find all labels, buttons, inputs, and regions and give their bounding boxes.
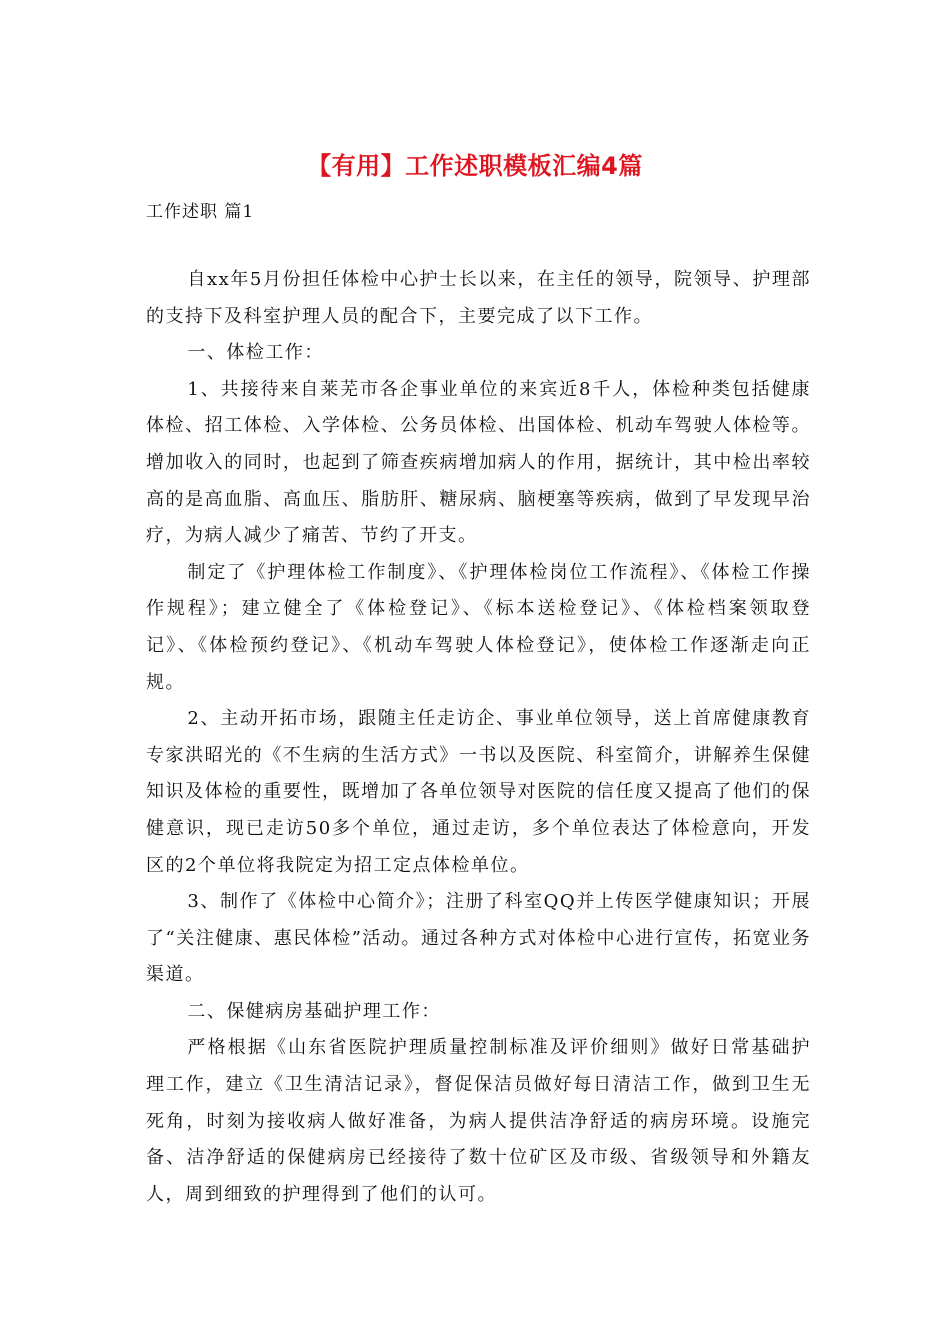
document-title: 【有用】工作述职模板汇编4篇	[307, 152, 643, 180]
paragraph: 自xx年5月份担任体检中心护士长以来，在主任的领导，院领导、护理部的支持下及科室护理人员的配合下，主要完成了以下工作。	[146, 269, 811, 327]
paragraph: 制定了《护理体检工作制度》、《护理体检岗位工作流程》、《体检工作操作规程》；建立健全了《体检登记》、《标本送检登记》、《体检档案领取登记》、《体检预约登记》、《机动车驾驶人体检登记》，使体检工作逐渐走向正规。	[146, 561, 811, 693]
paragraph: 一、体检工作：	[187, 342, 324, 364]
paragraph: 1、共接待来自莱芜市各企事业单位的来宾近8千人，体检种类包括健康体检、招工体检、入学体检、公务员体检、出国体检、机动车驾驶人体检等。增加收入的同时，也起到了筛查疾病增加病人的作用，据统计，其中检出率较高的是高血脂、高血压、脂肪肝、糖尿病、脑梗塞等疾病，做到了早发现早治疗，为病人减少了痛苦、节约了开支。	[146, 378, 811, 547]
paragraph: 3、制作了《体检中心简介》；注册了科室QQ并上传医学健康知识；开展了“关注健康、惠民体检”活动。通过各种方式对体检中心进行宣传，拓宽业务渠道。	[146, 891, 811, 986]
paragraph: 二、保健病房基础护理工作：	[187, 1000, 441, 1022]
paragraph: 严格根据《山东省医院护理质量控制标准及评价细则》做好日常基础护理工作，建立《卫生清洁记录》，督促保洁员做好每日清洁工作，做到卫生无死角，时刻为接收病人做好准备，为病人提供洁净舒适的病房环境。设施完备、洁净舒适的保健病房已经接待了数十位矿区及市级、省级领导和外籍友人，周到细致的护理得到了他们的认可。	[146, 1037, 811, 1205]
document-body	[146, 262, 811, 1213]
paragraph: 2、主动开拓市场，跟随主任走访企、事业单位领导，送上首席健康教育专家洪昭光的《不生病的生活方式》一书以及医院、科室简介，讲解养生保健知识及体检的重要性，既增加了各单位领导对医院的信任度又提高了他们的保健意识，现已走访50多个单位，通过走访，多个单位表达了体检意向，开发区的2个单位将我院定为招工定点体检单位。	[146, 708, 811, 876]
section-heading: 工作述职 篇1	[146, 202, 255, 222]
